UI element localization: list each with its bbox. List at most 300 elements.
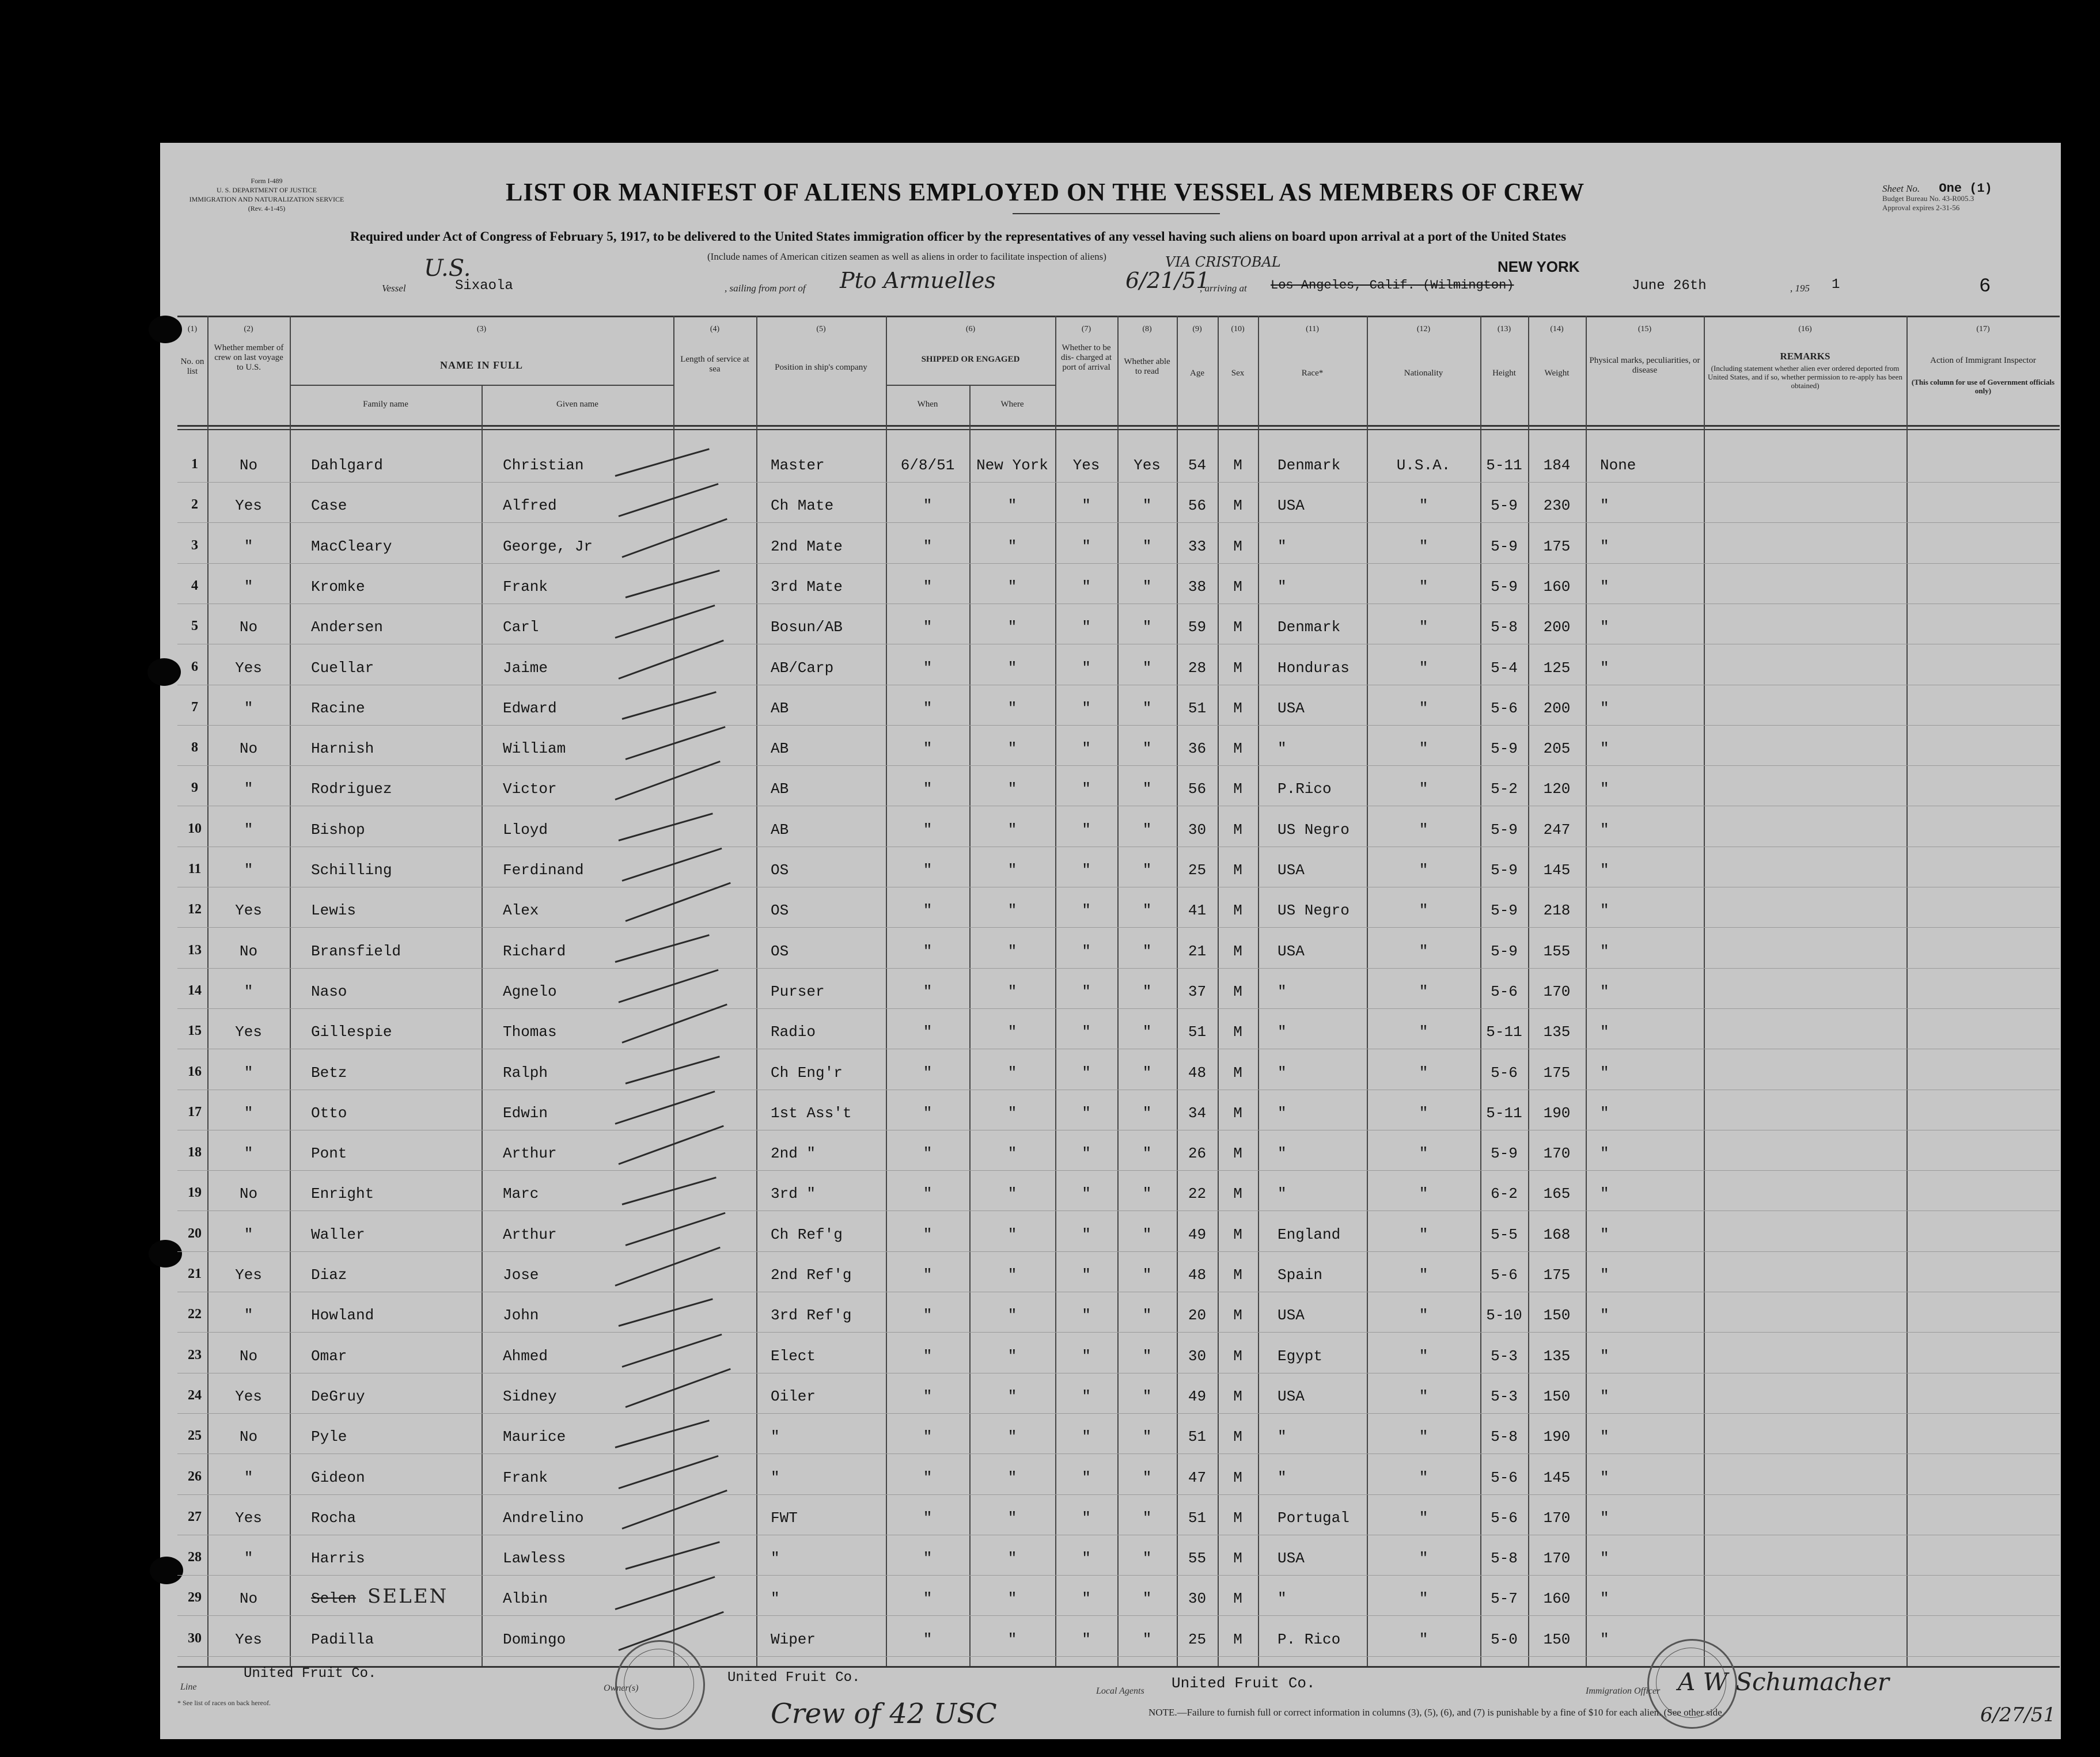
- row-rule: [177, 725, 2060, 726]
- cell-last-voyage: ": [244, 780, 253, 798]
- cell-able-to-read: ": [1142, 1590, 1152, 1607]
- cell-nationality: ": [1419, 1348, 1428, 1365]
- cell-height: 5-9: [1491, 821, 1518, 838]
- cell-shipped-when: ": [923, 1550, 933, 1567]
- cell-position: ": [771, 1428, 780, 1445]
- cell-row-number: 14: [188, 983, 202, 998]
- cell-row-number: 5: [191, 618, 198, 633]
- cell-able-to-read: ": [1142, 1064, 1152, 1081]
- cell-shipped-where: ": [1007, 1145, 1017, 1162]
- arriving-label: , arriving at: [1200, 283, 1247, 294]
- table-top-rule: [177, 316, 2060, 317]
- cell-nationality: ": [1419, 618, 1428, 636]
- cell-height: 6-2: [1491, 1185, 1518, 1202]
- cell-height: 5-9: [1491, 902, 1518, 919]
- cell-nationality: ": [1419, 821, 1428, 838]
- cell-shipped-when: ": [923, 1185, 933, 1202]
- header-shipped-engaged: SHIPPED OR ENGAGED: [921, 355, 1020, 364]
- cell-height: 5-6: [1491, 1064, 1518, 1081]
- cell-sex: M: [1233, 983, 1242, 1000]
- cell-shipped-when: ": [923, 862, 933, 879]
- row-rule: [177, 482, 2060, 483]
- cell-discharged: ": [1082, 1509, 1091, 1527]
- cell-discharged: ": [1082, 1388, 1091, 1405]
- cell-sex: M: [1233, 1631, 1242, 1648]
- cell-height: 5-2: [1491, 780, 1518, 798]
- cell-age: 56: [1188, 497, 1207, 514]
- cell-given-name: Jose: [503, 1266, 539, 1284]
- cell-shipped-when: ": [923, 943, 933, 960]
- cell-sex: M: [1233, 497, 1242, 514]
- cell-sex: M: [1233, 1307, 1242, 1324]
- cell-height: 5-5: [1491, 1226, 1518, 1243]
- cell-row-number: 13: [188, 943, 202, 958]
- cell-race: ": [1278, 740, 1287, 757]
- cell-position: Ch Mate: [771, 497, 834, 514]
- cell-given-name: Agnelo: [503, 983, 557, 1000]
- cell-family-name: Andersen: [311, 618, 383, 636]
- cell-discharged: Yes: [1072, 457, 1100, 474]
- cell-discharged: ": [1082, 1469, 1091, 1486]
- form-revision: (Rev. 4-1-45): [248, 204, 286, 212]
- cell-race: USA: [1278, 1388, 1305, 1405]
- cell-physical-marks: ": [1600, 1226, 1609, 1243]
- header-race: Race*: [1301, 369, 1324, 378]
- cell-given-name: Andrelino: [503, 1509, 584, 1527]
- cell-row-number: 18: [188, 1145, 202, 1160]
- cell-last-voyage: ": [244, 700, 253, 717]
- cell-row-number: 4: [191, 578, 198, 593]
- cell-discharged: ": [1082, 1185, 1091, 1202]
- cell-shipped-where: ": [1007, 943, 1017, 960]
- cell-able-to-read: ": [1142, 659, 1152, 677]
- cell-given-name: Edwin: [503, 1105, 548, 1122]
- cell-discharged: ": [1082, 1105, 1091, 1122]
- cell-last-voyage: ": [244, 538, 253, 555]
- cell-row-number: 11: [188, 862, 202, 876]
- cell-given-name: John: [503, 1307, 539, 1324]
- cell-able-to-read: ": [1142, 1509, 1152, 1527]
- cell-physical-marks: ": [1600, 1348, 1609, 1365]
- cell-able-to-read: ": [1142, 983, 1152, 1000]
- cell-weight: 170: [1543, 1509, 1571, 1527]
- cell-physical-marks: ": [1600, 983, 1609, 1000]
- cell-row-number: 19: [188, 1185, 202, 1200]
- footer-crew-handwritten: Crew of 42 USC: [771, 1698, 997, 1730]
- cell-race: ": [1278, 1145, 1287, 1162]
- header-position: Position in ship's company: [775, 363, 867, 372]
- cell-last-voyage: ": [244, 983, 253, 1000]
- cell-race: ": [1278, 1185, 1287, 1202]
- arrival-port-new: NEW YORK: [1498, 258, 1580, 275]
- cell-nationality: ": [1419, 1266, 1428, 1284]
- sheet-info: [1882, 181, 2044, 212]
- header-action-inspector: Action of Immigrant Inspector: [1930, 356, 2036, 365]
- cell-weight: 170: [1543, 1550, 1571, 1567]
- cell-shipped-when: ": [923, 1307, 933, 1324]
- cell-shipped-when: ": [923, 1388, 933, 1405]
- page-title: LIST OR MANIFEST OF ALIENS EMPLOYED ON THE VESSEL AS MEMBERS OF CREW: [506, 178, 1585, 206]
- cell-age: 36: [1188, 740, 1207, 757]
- cell-weight: 218: [1543, 902, 1571, 919]
- cell-sex: M: [1233, 1469, 1242, 1486]
- cell-sex: M: [1233, 1590, 1242, 1607]
- cell-physical-marks: ": [1600, 1064, 1609, 1081]
- cell-family-name: Gideon: [311, 1469, 365, 1486]
- cell-weight: 247: [1543, 821, 1571, 838]
- cell-shipped-when: ": [923, 700, 933, 717]
- cell-position: ": [771, 1469, 780, 1486]
- vessel-line: [160, 254, 2061, 298]
- cell-row-number: 27: [188, 1509, 202, 1524]
- via-handwritten: VIA CRISTOBAL: [1165, 254, 1281, 270]
- cell-family-name: Naso: [311, 983, 347, 1000]
- cell-family-name: Rodriguez: [311, 780, 392, 798]
- cell-given-name: Lawless: [503, 1550, 566, 1567]
- cell-able-to-read: ": [1142, 1307, 1152, 1324]
- cell-family-name: Rocha: [311, 1509, 357, 1527]
- cell-shipped-where: ": [1007, 1064, 1017, 1081]
- cell-discharged: ": [1082, 902, 1091, 919]
- form-number: Form I-489: [251, 177, 283, 185]
- cell-height: 5-9: [1491, 740, 1518, 757]
- cell-position: OS: [771, 902, 789, 919]
- cell-sex: M: [1233, 1509, 1242, 1527]
- cell-shipped-when: ": [923, 821, 933, 838]
- cell-shipped-where: ": [1007, 1023, 1017, 1041]
- cell-weight: 200: [1543, 618, 1571, 636]
- cell-given-name: Arthur: [503, 1145, 557, 1162]
- cell-sex: M: [1233, 1185, 1242, 1202]
- cell-shipped-when: ": [923, 983, 933, 1000]
- cell-last-voyage: Yes: [235, 497, 262, 514]
- cell-physical-marks: ": [1600, 1023, 1609, 1041]
- cell-family-name: Waller: [311, 1226, 365, 1243]
- cell-discharged: ": [1082, 618, 1091, 636]
- cell-nationality: ": [1419, 1105, 1428, 1122]
- row-rule: [177, 765, 2060, 766]
- cell-height: 5-9: [1491, 1145, 1518, 1162]
- cell-last-voyage: No: [239, 740, 258, 757]
- cell-race: US Negro: [1278, 902, 1350, 919]
- cell-able-to-read: ": [1142, 1428, 1152, 1445]
- cell-weight: 190: [1543, 1105, 1571, 1122]
- cell-given-name: Albin: [503, 1590, 548, 1607]
- sheet-no-value: One (1): [1939, 181, 1992, 196]
- cell-race: ": [1278, 1428, 1287, 1445]
- cell-sex: M: [1233, 1105, 1242, 1122]
- cell-height: 5-6: [1491, 1469, 1518, 1486]
- cell-family-name: Lewis: [311, 902, 357, 919]
- cell-physical-marks: None: [1600, 457, 1636, 474]
- cell-given-name: Alex: [503, 902, 539, 919]
- cell-race: ": [1278, 1064, 1287, 1081]
- cell-able-to-read: ": [1142, 780, 1152, 798]
- header-sex: Sex: [1231, 369, 1245, 378]
- cell-family-name: Bishop: [311, 821, 365, 838]
- cell-position: 2nd Mate: [771, 538, 843, 555]
- cell-last-voyage: Yes: [235, 902, 262, 919]
- cell-height: 5-6: [1491, 1266, 1518, 1284]
- cell-age: 55: [1188, 1550, 1207, 1567]
- cell-row-number: 3: [191, 538, 198, 553]
- header-action-sub: (This column for use of Government officials only): [1911, 378, 2055, 395]
- include-text: (Include names of American citizen seamen as well as aliens in order to facilitate inspection of aliens): [707, 251, 1106, 262]
- cell-height: 5-9: [1491, 943, 1518, 960]
- row-rule: [177, 1251, 2060, 1252]
- approval-expires: Approval expires 2-31-56: [1882, 203, 1960, 212]
- cell-age: 26: [1188, 1145, 1207, 1162]
- sailing-port-handwritten: Pto Armuelles: [840, 268, 996, 293]
- cell-row-number: 9: [191, 780, 198, 795]
- cell-sex: M: [1233, 1550, 1242, 1567]
- cell-given-name: George, Jr: [503, 538, 593, 555]
- cell-able-to-read: ": [1142, 578, 1152, 595]
- cell-shipped-where: ": [1007, 1469, 1017, 1486]
- cell-family-name: Betz: [311, 1064, 347, 1081]
- cell-race: ": [1278, 1105, 1287, 1122]
- col-number: (16): [1798, 325, 1812, 333]
- cell-age: 51: [1188, 1023, 1207, 1041]
- cell-weight: 190: [1543, 1428, 1571, 1445]
- cell-weight: 165: [1543, 1185, 1571, 1202]
- cell-race: USA: [1278, 700, 1305, 717]
- cell-shipped-when: ": [923, 1428, 933, 1445]
- cell-weight: 175: [1543, 1266, 1571, 1284]
- cell-physical-marks: ": [1600, 1509, 1609, 1527]
- cell-discharged: ": [1082, 538, 1091, 555]
- cell-weight: 150: [1543, 1307, 1571, 1324]
- header-remarks-sub: (Including statement whether alien ever ordered deported from United States, and if so, whether permission to re-apply has been obtained): [1708, 364, 1902, 390]
- col-number: (6): [965, 325, 976, 333]
- cell-nationality: ": [1419, 538, 1428, 555]
- cell-row-number: 10: [188, 821, 202, 836]
- cell-nationality: ": [1419, 1023, 1428, 1041]
- col-number: (13): [1497, 325, 1511, 333]
- cell-nationality: ": [1419, 943, 1428, 960]
- cell-shipped-where: ": [1007, 740, 1017, 757]
- col-number: (2): [244, 325, 253, 333]
- punch-hole: [147, 658, 181, 686]
- cell-last-voyage: Yes: [235, 1388, 262, 1405]
- cell-row-number: 21: [188, 1266, 202, 1281]
- table-header-rule-1: [177, 425, 2060, 427]
- cell-able-to-read: ": [1142, 1469, 1152, 1486]
- col-number: (4): [710, 325, 720, 333]
- cell-given-name: Edward: [503, 700, 557, 717]
- cell-shipped-when: ": [923, 1509, 933, 1527]
- cell-race: USA: [1278, 1307, 1305, 1324]
- cell-discharged: ": [1082, 821, 1091, 838]
- shipped-subheader-rule: [886, 385, 1055, 386]
- cell-sex: M: [1233, 700, 1242, 717]
- col-divider: [290, 316, 291, 1666]
- cell-race: ": [1278, 1590, 1287, 1607]
- cell-last-voyage: ": [244, 821, 253, 838]
- cell-discharged: ": [1082, 578, 1091, 595]
- cell-able-to-read: ": [1142, 618, 1152, 636]
- header-nationality: Nationality: [1404, 369, 1443, 378]
- cell-position: FWT: [771, 1509, 798, 1527]
- cell-sex: M: [1233, 538, 1242, 555]
- cell-shipped-where: ": [1007, 700, 1017, 717]
- cell-sex: M: [1233, 862, 1242, 879]
- cell-shipped-where: ": [1007, 497, 1017, 514]
- cell-given-name: Ferdinand: [503, 862, 584, 879]
- cell-weight: 150: [1543, 1631, 1571, 1648]
- cell-sex: M: [1233, 457, 1242, 474]
- cell-sex: M: [1233, 902, 1242, 919]
- cell-position: AB: [771, 700, 789, 717]
- cell-shipped-where: ": [1007, 538, 1017, 555]
- cell-weight: 150: [1543, 1388, 1571, 1405]
- cell-race: ": [1278, 1023, 1287, 1041]
- col-number: (1): [187, 325, 198, 333]
- cell-last-voyage: ": [244, 1469, 253, 1486]
- cell-row-number: 23: [188, 1348, 202, 1363]
- cell-shipped-where: ": [1007, 1590, 1017, 1607]
- footer-races-note: * See list of races on back hereof.: [177, 1699, 271, 1707]
- cell-given-name: Carl: [503, 618, 539, 636]
- cell-position: Master: [771, 457, 825, 474]
- cell-shipped-where: ": [1007, 1509, 1017, 1527]
- cell-race: England: [1278, 1226, 1341, 1243]
- cell-family-name: Cuellar: [311, 659, 374, 677]
- footer-owners-value: United Fruit Co.: [727, 1670, 861, 1686]
- cell-age: 59: [1188, 618, 1207, 636]
- cell-given-name: Ralph: [503, 1064, 548, 1081]
- cell-nationality: ": [1419, 1388, 1428, 1405]
- header-no-on-list: No. on list: [180, 357, 204, 376]
- header-length-service: Length of service at sea: [680, 355, 749, 374]
- row-rule: [177, 927, 2060, 928]
- cell-last-voyage: ": [244, 1064, 253, 1081]
- cell-physical-marks: ": [1600, 497, 1609, 514]
- cell-given-name: Christian: [503, 457, 584, 474]
- cell-discharged: ": [1082, 1590, 1091, 1607]
- cell-position: Ch Ref'g: [771, 1226, 843, 1243]
- cell-shipped-where: ": [1007, 1631, 1017, 1648]
- cell-family-name: Racine: [311, 700, 365, 717]
- cell-age: 56: [1188, 780, 1207, 798]
- row-rule: [177, 1575, 2060, 1576]
- cell-last-voyage: No: [239, 1428, 258, 1445]
- cell-height: 5-3: [1491, 1348, 1518, 1365]
- cell-shipped-when: ": [923, 740, 933, 757]
- cell-given-name: Jaime: [503, 659, 548, 677]
- cell-position: AB/Carp: [771, 659, 834, 677]
- cell-given-name: Arthur: [503, 1226, 557, 1243]
- cell-sex: M: [1233, 1266, 1242, 1284]
- cell-age: 28: [1188, 659, 1207, 677]
- cell-position: 2nd Ref'g: [771, 1266, 852, 1284]
- footer-officer-signature: A W Schumacher: [1678, 1668, 1889, 1696]
- cell-weight: 205: [1543, 740, 1571, 757]
- cell-shipped-when: ": [923, 1266, 933, 1284]
- cell-row-number: 6: [191, 659, 198, 674]
- cell-able-to-read: ": [1142, 538, 1152, 555]
- cell-family-name: Harnish: [311, 740, 374, 757]
- cell-height: 5-9: [1491, 862, 1518, 879]
- cell-physical-marks: ": [1600, 943, 1609, 960]
- cell-discharged: ": [1082, 1226, 1091, 1243]
- footer-line-value: United Fruit Co.: [244, 1666, 377, 1682]
- cell-physical-marks: ": [1600, 578, 1609, 595]
- cell-row-number: 20: [188, 1226, 202, 1241]
- punch-hole: [149, 1240, 182, 1268]
- cell-able-to-read: ": [1142, 943, 1152, 960]
- cell-race: Denmark: [1278, 457, 1341, 474]
- cell-age: 30: [1188, 1348, 1207, 1365]
- cell-shipped-where: New York: [976, 457, 1048, 474]
- cell-last-voyage: ": [244, 1307, 253, 1324]
- cell-age: 37: [1188, 983, 1207, 1000]
- form-id-block: [180, 176, 353, 213]
- cell-last-voyage: Yes: [235, 1631, 262, 1648]
- cell-race: Denmark: [1278, 618, 1341, 636]
- cell-nationality: ": [1419, 659, 1428, 677]
- cell-shipped-when: ": [923, 780, 933, 798]
- cell-able-to-read: ": [1142, 1348, 1152, 1365]
- cell-shipped-when: ": [923, 1631, 933, 1648]
- cell-height: 5-10: [1486, 1307, 1522, 1324]
- cell-physical-marks: ": [1600, 1185, 1609, 1202]
- cell-position: AB: [771, 780, 789, 798]
- cell-position: Ch Eng'r: [771, 1064, 843, 1081]
- col-divider: [1704, 316, 1705, 1666]
- cell-row-number: 1: [191, 457, 198, 472]
- cell-position: ": [771, 1590, 780, 1607]
- cell-age: 48: [1188, 1266, 1207, 1284]
- cell-family-name: Diaz: [311, 1266, 347, 1284]
- cell-nationality: ": [1419, 1307, 1428, 1324]
- cell-sex: M: [1233, 1388, 1242, 1405]
- col-divider: [1586, 316, 1587, 1666]
- cell-physical-marks: ": [1600, 1428, 1609, 1445]
- cell-sex: M: [1233, 821, 1242, 838]
- cell-race: Honduras: [1278, 659, 1350, 677]
- cell-row-number: 2: [191, 497, 198, 512]
- cell-race: P. Rico: [1278, 1631, 1341, 1648]
- cell-last-voyage: No: [239, 1185, 258, 1202]
- cell-last-voyage: ": [244, 1145, 253, 1162]
- cell-height: 5-11: [1486, 1023, 1522, 1041]
- cell-last-voyage: ": [244, 1105, 253, 1122]
- footer-line-label: Line: [180, 1682, 197, 1692]
- cell-nationality: ": [1419, 1064, 1428, 1081]
- cell-given-name: Maurice: [503, 1428, 566, 1445]
- cell-sex: M: [1233, 1064, 1242, 1081]
- cell-shipped-where: ": [1007, 821, 1017, 838]
- cell-age: 34: [1188, 1105, 1207, 1122]
- cell-nationality: ": [1419, 862, 1428, 879]
- cell-position: ": [771, 1550, 780, 1567]
- cell-shipped-where: ": [1007, 862, 1017, 879]
- cell-weight: 145: [1543, 1469, 1571, 1486]
- cell-shipped-where: ": [1007, 578, 1017, 595]
- row-rule: [177, 563, 2060, 564]
- cell-able-to-read: Yes: [1134, 457, 1161, 474]
- cell-discharged: ": [1082, 1631, 1091, 1648]
- cell-discharged: ": [1082, 740, 1091, 757]
- col-number: (9): [1192, 325, 1202, 333]
- cell-row-number: 12: [188, 902, 202, 917]
- header-member-last-voyage: Whether member of crew on last voyage to U.S.: [214, 343, 284, 372]
- header-given-name: Given name: [556, 400, 598, 409]
- cell-able-to-read: ": [1142, 821, 1152, 838]
- cell-physical-marks: ": [1600, 618, 1609, 636]
- cell-physical-marks: ": [1600, 1105, 1609, 1122]
